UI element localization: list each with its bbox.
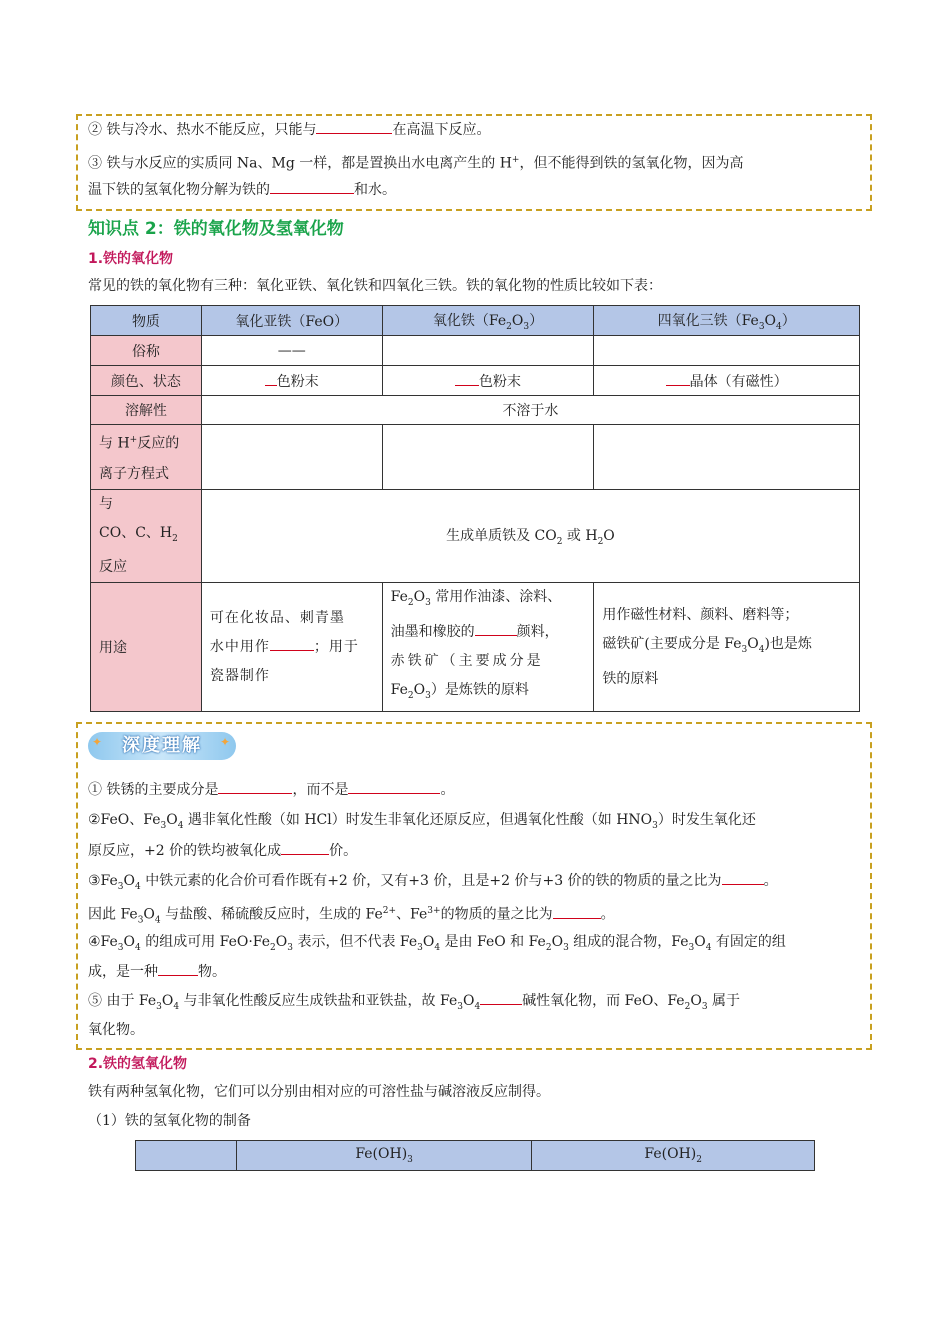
header-cell: 四氧化三铁$(Fe_3O_4)$	[594, 306, 860, 336]
subsection-title: 2.铁的氢氧化物	[88, 1056, 188, 1072]
fill-blank[interactable]	[281, 853, 329, 855]
fill-blank[interactable]	[316, 132, 392, 134]
row-label: 与 H+反应的 离子方程式	[91, 425, 202, 490]
row-label: 颜色、状态	[91, 366, 202, 396]
fill-blank[interactable]	[455, 384, 479, 386]
list-item: （1）铁的氢氧化物的制备	[88, 1113, 251, 1129]
header-cell	[136, 1141, 237, 1171]
table-cell: 用作磁性材料、颜料、磨料等； 磁铁矿(主要成分是 $Fe_3O_4$)也是炼 铁的原料	[594, 583, 860, 712]
fill-blank[interactable]	[265, 384, 277, 386]
deep-point-3-cont: 因此 $Fe_3O_4$ 与盐酸、稀硫酸反应时，生成的 $Fe^{2+}$、$Fe^{3+}$的物质的量之比为 。	[88, 906, 615, 926]
intro-text: 铁有两种氢氧化物，它们可以分别由相对应的可溶性盐与碱溶液反应制得。	[88, 1084, 550, 1100]
table-cell: ——	[201, 336, 382, 366]
fill-blank[interactable]	[218, 792, 292, 794]
iron-oxide-table	[90, 305, 860, 712]
table-cell[interactable]	[594, 425, 860, 490]
note-line-1: ② 铁与冷水、热水不能反应，只能与 在高温下反应。	[88, 122, 491, 138]
fill-blank[interactable]	[348, 792, 440, 794]
deep-point-3: $③Fe_3O_4$ 中铁元素的化合价可看作既有+2 价，又有+3 价，且是+2 价与+3 价的铁的物质的量之比为 。	[88, 873, 778, 892]
deep-understanding-badge: ✦ 深度理解 ✦	[88, 732, 236, 760]
note-line-2: ③ 铁与水反应的实质同 Na、Mg 一样，都是置换出水电离产生的 H+，但不能得到铁的氢氧化物，因为高	[88, 155, 744, 172]
star-icon: ✦	[219, 735, 232, 749]
table-cell: 晶体（有磁性）	[594, 366, 860, 396]
fill-blank[interactable]	[480, 1003, 522, 1005]
fill-blank[interactable]	[722, 883, 764, 885]
header-cell: 氧化铁$(Fe_2O_3)$	[382, 306, 594, 336]
table-cell[interactable]	[382, 336, 594, 366]
header-cell: $Fe(OH)_2$	[532, 1141, 815, 1171]
table-cell: 生成单质铁及 $CO_2$ 或 $H_2O$	[201, 489, 859, 583]
deep-point-4: $④Fe_3O_4$ 的组成可用 $FeO\cdot Fe_2O_3$ 表示，但不代表 $Fe_3O_4$ 是由 FeO 和 $Fe_2O_3$ 组成的混合物，$Fe_3O_4$ 有固定的组	[88, 934, 786, 953]
subsection-title: 1.铁的氧化物	[88, 251, 174, 267]
table-cell: 不溶于水	[201, 396, 859, 425]
fill-blank[interactable]	[158, 974, 198, 976]
header-cell: $Fe(OH)_3$	[236, 1141, 532, 1171]
table-cell: 色粉末	[201, 366, 382, 396]
table-cell[interactable]	[594, 336, 860, 366]
row-label: 溶解性	[91, 396, 202, 425]
table-cell: 色粉末	[382, 366, 594, 396]
header-cell: 物质	[91, 306, 202, 336]
fill-blank[interactable]	[553, 917, 601, 919]
deep-point-2: ②FeO、$Fe_3O_4$ 遇非氧化性酸（如 HCl）时发生非氧化还原反应，但遇氧化性酸（如 $HNO_3$）时发生氧化还	[88, 812, 756, 831]
table-cell[interactable]	[201, 425, 382, 490]
fill-blank[interactable]	[270, 192, 354, 194]
fill-blank[interactable]	[666, 384, 690, 386]
deep-point-4-cont: 成，是一种 物。	[88, 964, 226, 980]
intro-text: 常见的铁的氧化物有三种：氧化亚铁、氧化铁和四氧化三铁。铁的氧化物的性质比较如下表：	[88, 278, 662, 294]
row-label: 俗称	[91, 336, 202, 366]
row-label: 与 CO、C、$H_2$ 反应	[91, 489, 202, 583]
header-cell: 氧化亚铁（FeO）	[201, 306, 382, 336]
row-label: 用途	[91, 583, 202, 712]
deep-point-1: ① 铁锈的主要成分是 ，而不是 。	[88, 782, 455, 798]
note-line-3: 温下铁的氢氧化物分解为铁的 和水。	[88, 182, 396, 198]
star-icon: ✦	[92, 735, 105, 749]
iron-hydroxide-table	[135, 1140, 815, 1171]
deep-point-5: ⑤ 由于 $Fe_3O_4$ 与非氧化性酸反应生成铁盐和亚铁盐，故 $Fe_3O_4$ 碱性氧化物，而 FeO、$Fe_2O_3$ 属于	[88, 993, 740, 1012]
fill-blank[interactable]	[270, 649, 314, 651]
table-cell: 可在化妆品、刺青墨 水中用作 ；用于 瓷器制作	[201, 583, 382, 712]
deep-point-2-cont: 原反应，+2 价的铁均被氧化成 价。	[88, 843, 358, 859]
fill-blank[interactable]	[475, 634, 517, 636]
section-title: 知识点 2：铁的氧化物及氢氧化物	[88, 219, 344, 239]
table-cell[interactable]	[382, 425, 594, 490]
table-cell: $Fe_2O_3$ 常用作油漆、涂料、 油墨和橡胶的 颜料， 赤铁矿（主要成分是 $Fe_2O_3$）是炼铁的原料	[382, 583, 594, 712]
deep-point-5-cont: 氧化物。	[88, 1022, 144, 1038]
note-box-top	[76, 114, 872, 211]
